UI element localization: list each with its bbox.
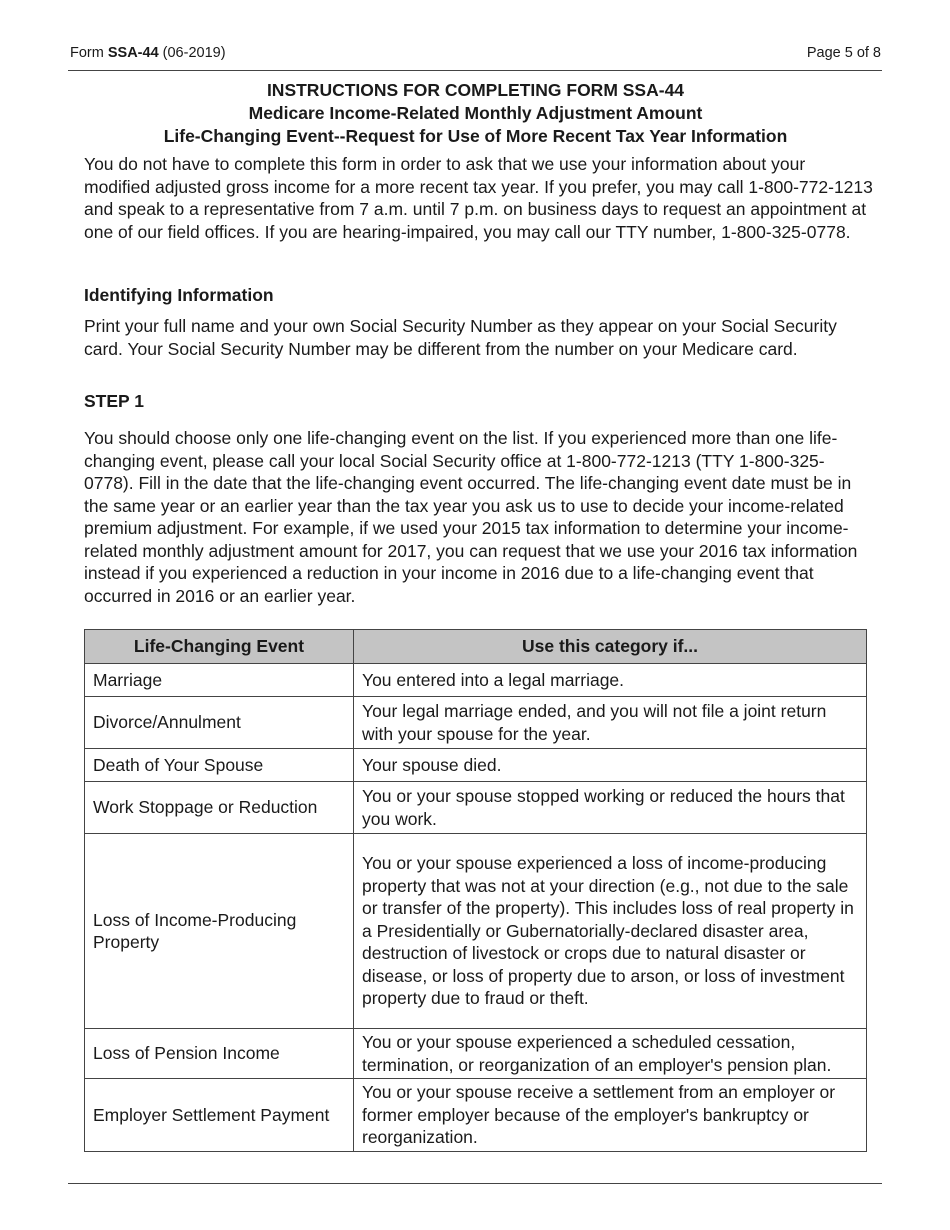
form-name: SSA-44 — [107, 45, 159, 61]
event-cell: Work Stoppage or Reduction — [85, 782, 354, 834]
event-cell: Employer Settlement Payment — [85, 1079, 354, 1152]
title-line-1: INSTRUCTIONS FOR COMPLETING FORM SSA-44 — [266, 80, 685, 100]
header-divider — [68, 70, 882, 71]
event-cell: Death of Your Spouse — [85, 749, 354, 782]
form-identifier: Form SSA-44 (06-2019) — [70, 45, 226, 61]
description-cell: Your legal marriage ended, and you will not file a joint return with your spouse for the year. — [354, 697, 867, 749]
title-line-2: Medicare Income-Related Monthly Adjustment Amount — [248, 103, 703, 123]
table-header-row — [85, 630, 867, 664]
table-row — [85, 782, 867, 834]
column-header-event: Life-Changing Event — [85, 630, 354, 664]
event-cell: Loss of Pension Income — [85, 1029, 354, 1079]
table-row — [85, 1079, 867, 1152]
table-row — [85, 749, 867, 782]
description-cell: You or your spouse receive a settlement from an employer or former employer because of the employer's bankruptcy or reorganization. — [354, 1079, 867, 1152]
table-row — [85, 697, 867, 749]
identifying-heading: Identifying Information — [84, 285, 274, 305]
step1-paragraph: You should choose only one life-changing event on the list. If you experienced more than one life-changing event, please call your local Social Security office at 1-800-772-1213 (TTY 1-800-325-0778). Fill in the date that the life-changing event occurred. The life-changing event date must be in the same year or an earlier year than the tax year you ask us to use to decide your income-related premium adjustment. For example, if we used your 2015 tax information to determine your income-related monthly adjustment amount for 2017, you can request that we use your 2016 tax information instead if you experienced a reduction in your income in 2016 due to a life-changing event that occurred in 2016 or an earlier year. — [84, 428, 858, 606]
document-titles — [84, 79, 867, 148]
description-cell: You or your spouse experienced a scheduled cessation, termination, or reorganization of an employer's pension plan. — [354, 1029, 867, 1079]
column-header-category: Use this category if... — [354, 630, 867, 664]
title-line-3: Life-Changing Event--Request for Use of More Recent Tax Year Information — [163, 126, 788, 146]
event-cell: Divorce/Annulment — [85, 697, 354, 749]
description-cell: You entered into a legal marriage. — [354, 664, 867, 697]
life-changing-events-table — [84, 629, 867, 1152]
event-cell: Loss of Income-Producing Property — [85, 834, 354, 1029]
event-cell: Marriage — [85, 664, 354, 697]
table-row — [85, 834, 867, 1029]
step1-heading: STEP 1 — [84, 391, 144, 411]
description-cell: You or your spouse experienced a loss of income-producing property that was not at your direction (e.g., not due to the sale or transfer of the property). This includes loss of real property in a Presidentially or Gubernatorially-declared disaster area, destruction of livestock or crops due to natural disaster or disease, or loss of property due to arson, or loss of investment property due to fraud or theft. — [354, 834, 867, 1029]
identifying-paragraph: Print your full name and your own Social Security Number as they appear on your Social Security card. Your Social Security Number may be different from the number on your Medicare card. — [84, 316, 837, 359]
intro-paragraph: You do not have to complete this form in order to ask that we use your information about your modified adjusted gross income for a more recent tax year. If you prefer, you may call 1-800-772-1213 and speak to a representative from 7 a.m. until 7 p.m. on business days to request an appointment at one of our field offices. If you are hearing-impaired, you may call our TTY number, 1-800-325-0778. — [84, 154, 873, 242]
table-row — [85, 664, 867, 697]
page-header — [70, 45, 881, 61]
table-row — [85, 1029, 867, 1079]
description-cell: You or your spouse stopped working or reduced the hours that you work. — [354, 782, 867, 834]
description-cell: Your spouse died. — [354, 749, 867, 782]
footer-divider — [68, 1183, 882, 1184]
page-number: Page 5 of 8 — [806, 45, 881, 61]
